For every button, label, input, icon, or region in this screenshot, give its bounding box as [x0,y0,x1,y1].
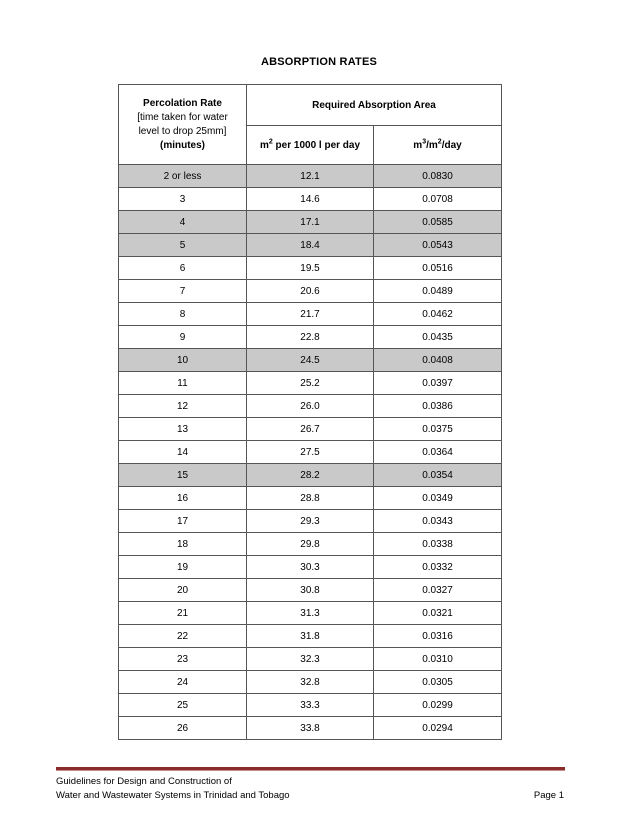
table-row [119,671,502,694]
percolation-rate-cell: 20 [119,579,247,602]
table-row [119,372,502,395]
table-row [119,326,502,349]
loading-rate-cell: 0.0343 [374,510,502,533]
absorption-area-cell: 17.1 [247,211,374,234]
table-row [119,234,502,257]
absorption-area-cell: 28.2 [247,464,374,487]
percolation-rate-cell: 10 [119,349,247,372]
table-row [119,464,502,487]
page-number: Page 1 [533,790,564,801]
loading-rate-cell: 0.0327 [374,579,502,602]
loading-rate-cell: 0.0708 [374,188,502,211]
page-title: ABSORPTION RATES [260,56,378,68]
table-row [119,188,502,211]
area-unit-rest: per 1000 l per day [272,139,361,151]
table-header-row [119,85,502,126]
percolation-rate-cell: 11 [119,372,247,395]
absorption-area-cell: 21.7 [247,303,374,326]
loading-rate-cell: 0.0364 [374,441,502,464]
absorption-area-cell: 18.4 [247,234,374,257]
percolation-rate-cell: 2 or less [119,165,247,188]
loading-rate-cell: 0.0375 [374,418,502,441]
percolation-rate-cell: 13 [119,418,247,441]
table-row [119,418,502,441]
loading-rate-cell: 0.0830 [374,165,502,188]
table-row [119,257,502,280]
loading-rate-cell: 0.0397 [374,372,502,395]
percolation-rate-cell: 5 [119,234,247,257]
loading-rate-header [374,126,502,165]
absorption-area-cell: 12.1 [247,165,374,188]
percolation-rate-cell: 9 [119,326,247,349]
loading-rate-cell: 0.0332 [374,556,502,579]
table-row [119,303,502,326]
percolation-rate-cell: 6 [119,257,247,280]
percolation-rate-cell: 23 [119,648,247,671]
absorption-area-cell: 25.2 [247,372,374,395]
loading-unit-exp-2: 2 [437,138,442,146]
absorption-area-cell: 26.0 [247,395,374,418]
loading-rate-cell: 0.0516 [374,257,502,280]
absorption-area-cell: 29.3 [247,510,374,533]
table-row [119,625,502,648]
absorption-area-cell: 20.6 [247,280,374,303]
percolation-rate-cell: 16 [119,487,247,510]
table-row [119,211,502,234]
loading-rate-cell: 0.0338 [374,533,502,556]
loading-rate-cell: 0.0305 [374,671,502,694]
loading-rate-cell: 0.0585 [374,211,502,234]
percolation-rate-cell: 7 [119,280,247,303]
footer-line-1: Guidelines for Design and Construction of [56,776,232,787]
loading-unit-m: m [413,139,423,151]
percolation-rate-cell: 17 [119,510,247,533]
loading-rate-cell: 0.0349 [374,487,502,510]
absorption-area-cell: 32.8 [247,671,374,694]
table-row [119,487,502,510]
loading-rate-cell: 0.0408 [374,349,502,372]
table-row [119,602,502,625]
loading-rate-cell: 0.0321 [374,602,502,625]
footer-document-title [56,775,290,803]
percolation-rate-cell: 22 [119,625,247,648]
percolation-rate-cell: 24 [119,671,247,694]
loading-rate-cell: 0.0299 [374,694,502,717]
absorption-area-cell: 29.8 [247,533,374,556]
loading-rate-cell: 0.0462 [374,303,502,326]
table-row [119,165,502,188]
loading-rate-cell: 0.0543 [374,234,502,257]
table-row [119,395,502,418]
loading-rate-cell: 0.0386 [374,395,502,418]
required-absorption-area-header: Required Absorption Area [247,85,502,126]
percolation-rate-header [119,85,247,165]
loading-rate-cell: 0.0435 [374,326,502,349]
loading-unit-exp-1: 3 [422,138,427,146]
table-body [119,165,502,740]
loading-rate-cell: 0.0310 [374,648,502,671]
loading-rate-cell: 0.0316 [374,625,502,648]
table-row [119,280,502,303]
absorption-area-cell: 30.8 [247,579,374,602]
absorption-area-cell: 14.6 [247,188,374,211]
absorption-area-cell: 30.3 [247,556,374,579]
absorption-area-cell: 24.5 [247,349,374,372]
absorption-rates-table [118,84,502,740]
loading-rate-cell: 0.0354 [374,464,502,487]
table-row [119,556,502,579]
absorption-area-cell: 33.3 [247,694,374,717]
footer-line-2: Water and Wastewater Systems in Trinidad and Tobago [56,790,290,801]
table-row [119,510,502,533]
absorption-area-cell: 22.8 [247,326,374,349]
loading-rate-cell: 0.0489 [374,280,502,303]
table-row [119,694,502,717]
percolation-rate-desc-2: level to drop 25mm] [138,125,227,137]
area-unit-exponent: 2 [268,138,273,146]
footer-divider [56,767,565,771]
percolation-rate-cell: 12 [119,395,247,418]
area-unit-m: m [259,139,269,151]
absorption-area-cell: 31.8 [247,625,374,648]
percolation-rate-cell: 19 [119,556,247,579]
table-row [119,441,502,464]
absorption-area-cell: 33.8 [247,717,374,740]
percolation-rate-title: Percolation Rate [143,97,222,109]
table-row [119,648,502,671]
absorption-area-cell: 27.5 [247,441,374,464]
absorption-area-cell: 28.8 [247,487,374,510]
absorption-area-cell: 32.3 [247,648,374,671]
area-per-volume-header [247,126,374,165]
percolation-rate-unit: (minutes) [160,139,205,151]
loading-unit-per-m: /m [426,139,438,151]
percolation-rate-cell: 4 [119,211,247,234]
absorption-area-cell: 26.7 [247,418,374,441]
table-row [119,349,502,372]
absorption-area-cell: 31.3 [247,602,374,625]
percolation-rate-cell: 15 [119,464,247,487]
percolation-rate-cell: 18 [119,533,247,556]
table-row [119,533,502,556]
percolation-rate-cell: 8 [119,303,247,326]
table-row [119,717,502,740]
absorption-area-cell: 19.5 [247,257,374,280]
percolation-rate-cell: 25 [119,694,247,717]
percolation-rate-cell: 3 [119,188,247,211]
loading-rate-cell: 0.0294 [374,717,502,740]
percolation-rate-cell: 21 [119,602,247,625]
table-row [119,579,502,602]
percolation-rate-cell: 26 [119,717,247,740]
percolation-rate-cell: 14 [119,441,247,464]
percolation-rate-desc-1: [time taken for water [137,111,228,123]
loading-unit-day: /day [441,139,462,151]
